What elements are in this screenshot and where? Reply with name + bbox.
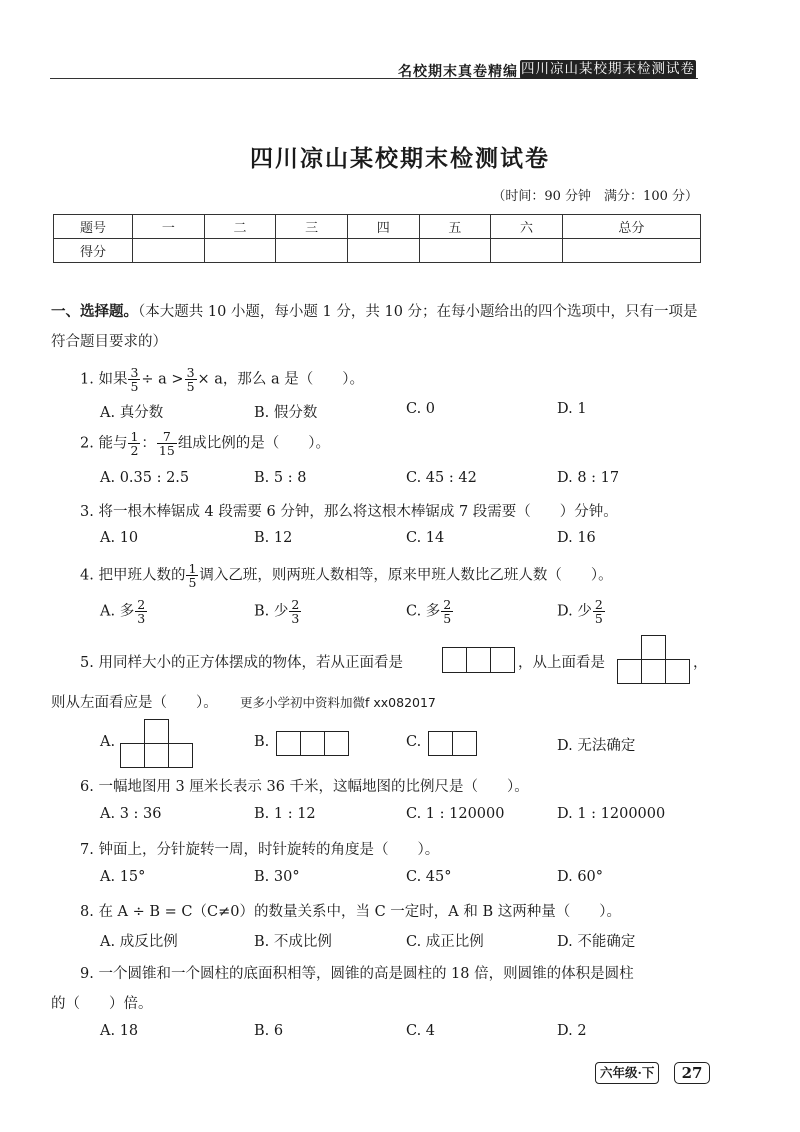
question-9-line1: 9. 一个圆锥和一个圆柱的底面积相等，圆锥的高是圆柱的 18 倍，则圆锥的体积是圆柱 [80, 966, 634, 982]
q5-option-b-cell [324, 731, 349, 756]
q5-option-b-cell [300, 731, 325, 756]
option-label: D. 少 [557, 603, 592, 620]
q4-text-pre: 4. 把甲班人数的 [80, 567, 186, 584]
q1-text-mid: ÷ a > [141, 371, 184, 388]
q5-text-c: ， [693, 655, 708, 671]
q5-option-a-cell [144, 743, 169, 768]
q3-option-b[interactable]: B. 12 [254, 530, 293, 546]
q8-option-b[interactable]: B. 不成比例 [254, 934, 332, 950]
fraction-denominator: 5 [130, 379, 139, 394]
q2-colon: ： [141, 435, 156, 452]
question-7: 7. 钟面上，分针旋转一周，时针旋转的角度是（ ）。 [80, 842, 440, 858]
q4-fraction [186, 562, 198, 589]
q4-option-a[interactable] [100, 598, 148, 625]
q5-top-view-cell [641, 659, 666, 684]
q2-fraction-2 [157, 430, 177, 457]
question-1 [80, 366, 364, 393]
question-3: 3. 将一根木棒锯成 4 段需要 6 分钟，那么将这根木棒锯成 7 段需要（ ）分钟。 [80, 504, 618, 520]
q2-fraction-1 [128, 430, 140, 457]
fraction-numerator: 2 [594, 597, 603, 612]
page-title: 四川凉山某校期末检测试卷 [250, 146, 550, 172]
q5-text-b: ，从上面看是 [518, 655, 605, 671]
q9-option-d[interactable]: D. 2 [557, 1023, 587, 1039]
q1-fraction-1 [128, 366, 140, 393]
q1-option-c[interactable]: C. 0 [406, 401, 436, 417]
question-9-line2: 的（ ）倍。 [51, 996, 153, 1012]
fraction-numerator: 3 [186, 365, 195, 380]
score-blank[interactable] [276, 239, 348, 263]
q5-option-c-cell [452, 731, 477, 756]
fraction-numerator: 7 [157, 430, 177, 444]
q9-option-b[interactable]: B. 6 [254, 1023, 284, 1039]
q2-option-b[interactable]: B. 5 : 8 [254, 470, 307, 486]
score-blank[interactable] [133, 239, 205, 263]
q9-option-a[interactable]: A. 18 [100, 1023, 139, 1039]
fraction-denominator: 3 [291, 611, 300, 626]
score-cell: 五 [419, 215, 491, 239]
option-label: A. [100, 734, 116, 750]
q5-option-d[interactable]: D. 无法确定 [557, 738, 636, 754]
q5-option-c-cell [428, 731, 453, 756]
score-cell: 题号 [54, 215, 133, 239]
q5-option-a-cell [120, 743, 145, 768]
q8-option-d[interactable]: D. 不能确定 [557, 934, 636, 950]
q6-option-b[interactable]: B. 1 : 12 [254, 806, 316, 822]
fraction-denominator: 5 [594, 611, 603, 626]
score-table [53, 214, 701, 263]
q4-text-post: 调入乙班，则两班人数相等，原来甲班人数比乙班人数（ ）。 [199, 567, 613, 584]
option-fraction [135, 598, 147, 625]
section-heading: 一、选择题。 [51, 304, 138, 320]
fraction-numerator: 3 [130, 365, 139, 380]
q5-top-view-cell [665, 659, 690, 684]
score-cell: 二 [204, 215, 276, 239]
fraction-denominator: 15 [158, 443, 175, 458]
q1-text-post: × a，那么 a 是（ ）。 [197, 371, 365, 388]
score-table-header-row [54, 215, 701, 239]
q5-top-view-cell [617, 659, 642, 684]
question-6: 6. 一幅地图用 3 厘米长表示 36 千米，这幅地图的比例尺是（ ）。 [80, 779, 529, 795]
option-fraction [441, 598, 453, 625]
q4-option-d[interactable] [557, 598, 606, 625]
section-desc: （本大题共 10 小题，每小题 1 分，共 10 分；在每小题给出的四个选项中，只有一项是符合题目要求的） [51, 304, 698, 350]
q7-option-a[interactable]: A. 15° [100, 869, 146, 885]
score-cell: 三 [276, 215, 348, 239]
q3-option-a[interactable]: A. 10 [100, 530, 139, 546]
score-cell: 六 [491, 215, 563, 239]
q1-option-a[interactable]: A. 真分数 [100, 405, 164, 421]
score-table-score-row [54, 239, 701, 263]
q1-option-d[interactable]: D. 1 [557, 401, 587, 417]
q5-option-c[interactable] [406, 734, 421, 750]
page-number: 27 [674, 1062, 710, 1084]
fraction-denominator: 3 [137, 611, 146, 626]
section-intro [51, 297, 711, 357]
score-cell: 一 [133, 215, 205, 239]
q5-option-b-cell [276, 731, 301, 756]
q8-option-c[interactable]: C. 成正比例 [406, 934, 484, 950]
fraction-numerator: 2 [443, 597, 452, 612]
score-blank[interactable] [491, 239, 563, 263]
q8-option-a[interactable]: A. 成反比例 [100, 934, 178, 950]
option-label: B. [254, 734, 270, 750]
q7-option-d[interactable]: D. 60° [557, 869, 604, 885]
score-blank[interactable] [419, 239, 491, 263]
fraction-numerator: 2 [291, 597, 300, 612]
header-series: 名校期末真卷精编 [398, 64, 518, 80]
option-label: C. 多 [406, 603, 441, 620]
score-row-label: 得分 [54, 239, 133, 263]
q5-front-view-cell [466, 647, 491, 673]
q5-top-view-cell [641, 635, 666, 660]
fraction-denominator: 5 [443, 611, 452, 626]
question-8: 8. 在 A ÷ B = C（C≠0）的数量关系中，当 C 一定时，A 和 B 这两种量（ ）。 [80, 904, 621, 920]
q2-option-a[interactable]: A. 0.35 : 2.5 [100, 470, 190, 486]
q6-option-a[interactable]: A. 3 : 36 [100, 806, 162, 822]
question-4 [80, 562, 613, 589]
q5-option-a-cell [144, 719, 169, 744]
score-blank[interactable] [562, 239, 700, 263]
option-label: B. 少 [254, 603, 289, 620]
q7-option-c[interactable]: C. 45° [406, 869, 452, 885]
q7-option-b[interactable]: B. 30° [254, 869, 300, 885]
q6-option-d[interactable]: D. 1 : 1200000 [557, 806, 666, 822]
watermark-note: 更多小学初中资料加微f xx082017 [240, 695, 436, 710]
q9-option-c[interactable]: C. 4 [406, 1023, 436, 1039]
score-blank[interactable] [204, 239, 276, 263]
q5-text-a: 5. 用同样大小的正方体摆成的物体，若从正面看是 [80, 655, 403, 671]
option-fraction [289, 598, 301, 625]
q6-option-c[interactable]: C. 1 : 120000 [406, 806, 505, 822]
fraction-denominator: 5 [186, 379, 195, 394]
option-fraction [593, 598, 605, 625]
fraction-numerator: 2 [137, 597, 146, 612]
q2-text-pre: 2. 能与 [80, 435, 128, 452]
time-info: （时间：90 分钟 满分：100 分） [492, 189, 698, 204]
grade-badge: 六年级·下 [595, 1062, 659, 1084]
score-cell: 四 [347, 215, 419, 239]
option-label: C. [406, 734, 422, 750]
fraction-denominator: 5 [188, 575, 197, 590]
q1-fraction-2 [185, 366, 197, 393]
q2-option-d[interactable]: D. 8 : 17 [557, 470, 620, 486]
q3-option-d[interactable]: D. 16 [557, 530, 596, 546]
q2-text-post: 组成比例的是（ ）。 [177, 435, 331, 452]
q3-option-c[interactable]: C. 14 [406, 530, 445, 546]
q4-option-b[interactable] [254, 598, 302, 625]
fraction-numerator: 1 [188, 561, 197, 576]
option-label: A. 多 [100, 603, 135, 620]
score-blank[interactable] [347, 239, 419, 263]
q5-option-a[interactable] [100, 734, 115, 750]
q5-front-view-cell [442, 647, 467, 673]
fraction-numerator: 1 [130, 429, 139, 444]
header-badge: 四川凉山某校期末检测试卷 [521, 61, 695, 77]
q2-option-c[interactable]: C. 45 : 42 [406, 470, 477, 486]
fraction-denominator: 2 [130, 443, 139, 458]
q4-option-c[interactable] [406, 598, 454, 625]
q1-option-b[interactable]: B. 假分数 [254, 405, 318, 421]
q5-option-a-cell [168, 743, 193, 768]
q5-option-b[interactable] [254, 734, 269, 750]
q5-text-line2: 则从左面看应是（ ）。 [51, 695, 218, 711]
score-cell: 总分 [562, 215, 700, 239]
q5-front-view-cell [490, 647, 515, 673]
q1-text-pre: 1. 如果 [80, 371, 128, 388]
question-2 [80, 430, 330, 457]
